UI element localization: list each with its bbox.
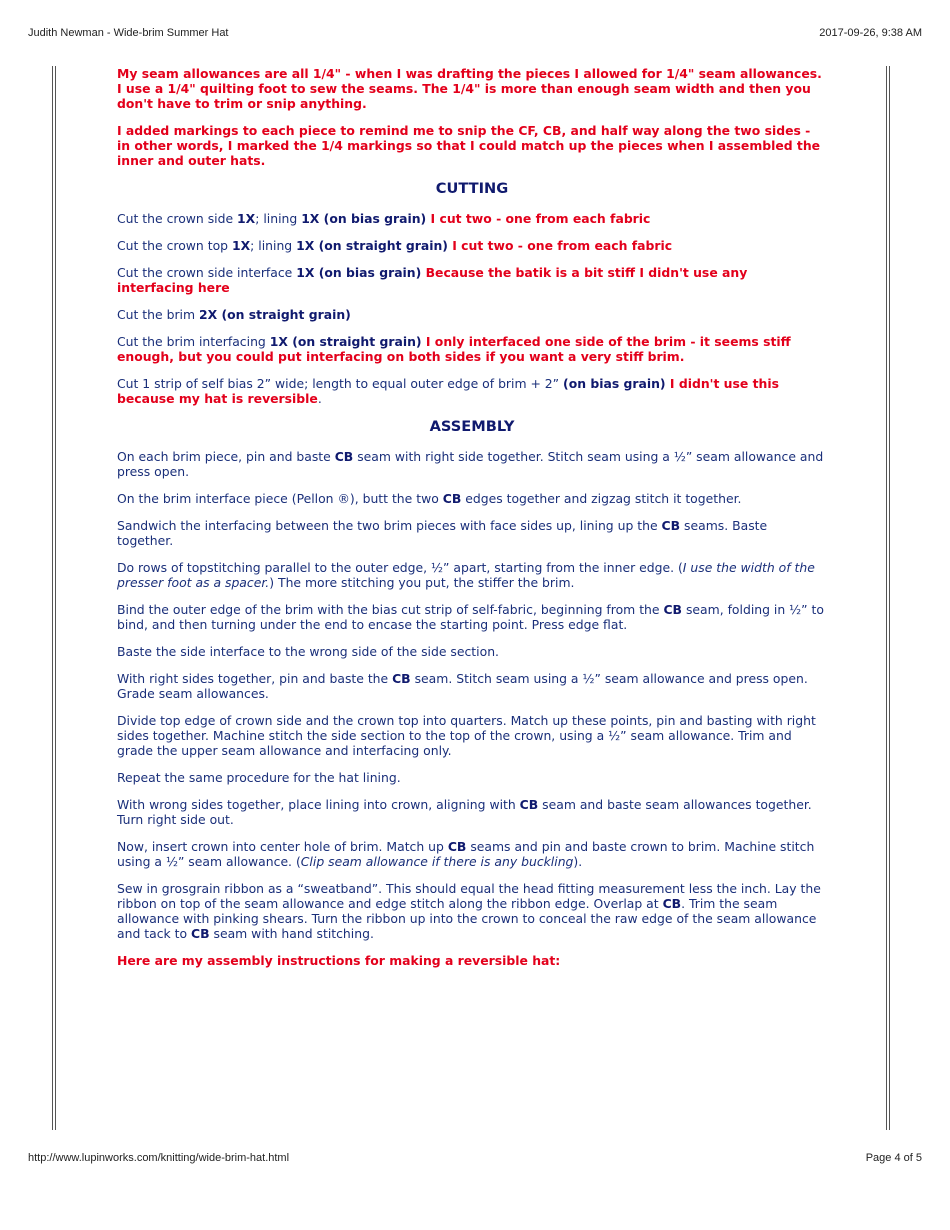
intro-markings: I added markings to each piece to remind me to snip the CF, CB, and half way along the two sides - in other words, I marked the 1/4 markings so that I could match up the pieces when I assembled the inner and outer hats. bbox=[117, 123, 821, 168]
page-url: http://www.lupinworks.com/knitting/wide-brim-hat.html bbox=[28, 1152, 290, 1164]
left-border-line-inner bbox=[55, 66, 56, 1130]
assembly-step: Now, insert crown into center hole of brim. Match up CB seams and pin and baste crown to brim. Machine stitch using a ½” seam allowance. (Clip seam allowance if there is any buckling). bbox=[117, 839, 815, 869]
print-datetime: 2017-09-26, 9:38 AM bbox=[819, 27, 922, 39]
intro-seam-allowance: My seam allowances are all 1/4" - when I was drafting the pieces I allowed for 1/4" seam allowances. I use a 1/4" quilting foot to sew the seams. The 1/4" is more than enough seam width and then you don't have to trim or snip anything. bbox=[117, 66, 822, 111]
page-number: Page 4 of 5 bbox=[865, 1152, 922, 1164]
assembly-step: On each brim piece, pin and baste CB seam with right side together. Stitch seam using a ½” seam allowance and press open. bbox=[117, 449, 824, 479]
article-content bbox=[117, 66, 827, 980]
document-title: Judith Newman - Wide-brim Summer Hat bbox=[28, 27, 229, 39]
assembly-step: Sandwich the interfacing between the two brim pieces with face sides up, lining up the CB seams. Baste together. bbox=[117, 518, 768, 548]
assembly-heading: ASSEMBLY bbox=[429, 418, 515, 435]
cutting-brim-interfacing: Cut the brim interfacing 1X (on straight grain) I only interfaced one side of the brim - it seems stiff enough, but you could put interfacing on both sides if you want a very stiff brim. bbox=[117, 334, 791, 364]
assembly-step: Do rows of topstitching parallel to the outer edge, ½” apart, starting from the inner edge. (I use the width of the presser foot as a spacer.) The more stitching you put, the stiffer the brim. bbox=[117, 560, 815, 590]
cutting-crown-top: Cut the crown top 1X; lining 1X (on straight grain) I cut two - one from each fabric bbox=[117, 238, 673, 253]
print-header bbox=[28, 27, 922, 39]
assembly-step: Baste the side interface to the wrong side of the side section. bbox=[117, 644, 499, 659]
cutting-crown-interface: Cut the crown side interface 1X (on bias grain) Because the batik is a bit stiff I didn't use any interfacing here bbox=[117, 265, 748, 295]
left-border-line bbox=[52, 66, 53, 1130]
reversible-hat-note: Here are my assembly instructions for making a reversible hat: bbox=[117, 953, 561, 968]
cutting-crown-side: Cut the crown side 1X; lining 1X (on bias grain) I cut two - one from each fabric bbox=[117, 211, 651, 226]
assembly-step: Sew in grosgrain ribbon as a “sweatband”. This should equal the head fitting measurement less the inch. Lay the ribbon on top of the seam allowance and edge stitch along the ribbon edge. Overlap at CB. Trim the seam allowance with pinking shears. Turn the ribbon up into the crown to conceal the raw edge of the seam allowance and tack to CB seam with hand stitching. bbox=[117, 881, 821, 941]
right-border-line bbox=[889, 66, 890, 1130]
cutting-heading: CUTTING bbox=[435, 180, 509, 197]
assembly-step: On the brim interface piece (Pellon ®), butt the two CB edges together and zigzag stitch it together. bbox=[117, 491, 742, 506]
assembly-step: Repeat the same procedure for the hat lining. bbox=[117, 770, 401, 785]
right-border-line-inner bbox=[886, 66, 887, 1130]
assembly-step: Bind the outer edge of the brim with the bias cut strip of self-fabric, beginning from the CB seam, folding in ½” to bind, and then turning under the end to encase the starting point. Press edge flat. bbox=[117, 602, 824, 632]
assembly-step: With wrong sides together, place lining into crown, aligning with CB seam and baste seam allowances together. Turn right side out. bbox=[117, 797, 812, 827]
assembly-step: Divide top edge of crown side and the crown top into quarters. Match up these points, pin and basting with right sides together. Machine stitch the side section to the top of the crown, using a ½” seam allowance. Trim and grade the upper seam allowance and interfacing only. bbox=[117, 713, 816, 758]
assembly-step: With right sides together, pin and baste the CB seam. Stitch seam using a ½” seam allowance and press open. Grade seam allowances. bbox=[117, 671, 808, 701]
cutting-bias-strip: Cut 1 strip of self bias 2” wide; length to equal outer edge of brim + 2” (on bias grain) I didn't use this because my hat is reversible. bbox=[117, 376, 779, 406]
cutting-brim: Cut the brim 2X (on straight grain) bbox=[117, 307, 351, 322]
print-footer bbox=[28, 1152, 922, 1164]
